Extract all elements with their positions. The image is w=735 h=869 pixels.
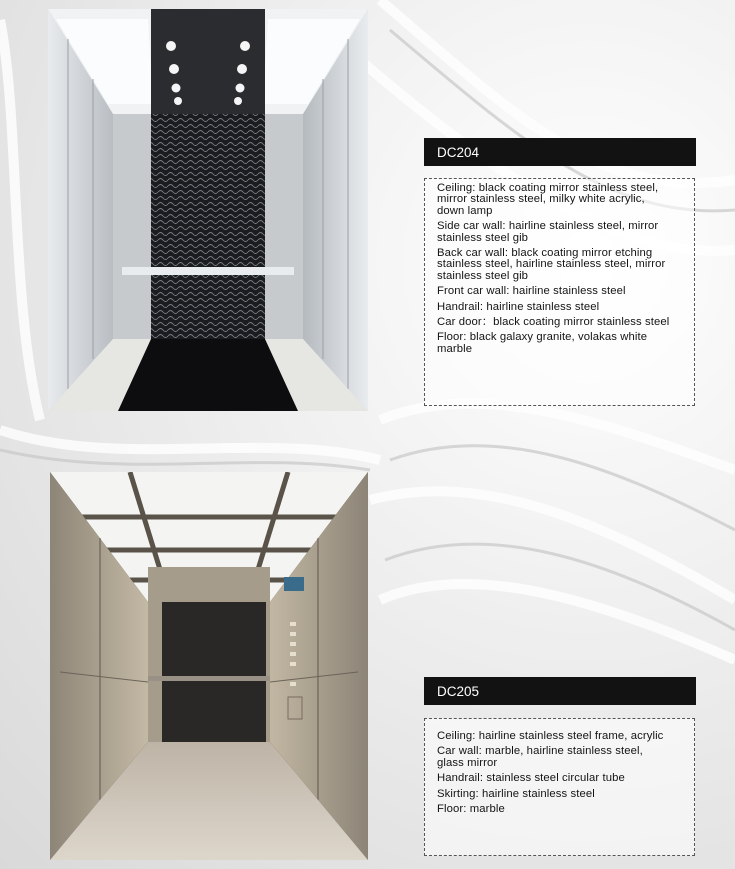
spec-side-wall: Side car wall: hairline stainless steel, mirror stainless steel gib	[437, 220, 659, 244]
spec-list	[424, 178, 695, 406]
spec-ceiling: Ceiling: black coating mirror stainless steel, mirror stainless steel, milky white acrylic, down lamp	[437, 182, 659, 217]
spec-skirting: Skirting: hairline stainless steel	[437, 787, 595, 800]
spec-list	[424, 718, 695, 856]
spec-car-wall: Car wall: marble, hairline stainless steel, glass mirror	[437, 745, 643, 769]
spec-back-wall: Back car wall: black coating mirror etching stainless steel, hairline stainless steel, mirror stainless steel gib	[437, 247, 666, 282]
spec-car-door: Car door：black coating mirror stainless steel	[437, 316, 670, 329]
product-code: DC205	[437, 684, 480, 699]
spec-floor: Floor: marble	[437, 803, 505, 816]
elevator-photo-dc204	[48, 9, 368, 411]
spec-handrail: Handrail: hairline stainless steel	[437, 300, 600, 313]
spec-ceiling: Ceiling: hairline stainless steel frame, acrylic	[437, 730, 664, 742]
spec-front-wall: Front car wall: hairline stainless steel	[437, 285, 626, 298]
product-title-bar	[424, 138, 696, 166]
spec-floor: Floor: black galaxy granite, volakas white marble	[437, 331, 648, 355]
product-title-bar	[424, 677, 696, 705]
product-code: DC204	[437, 145, 480, 160]
elevator-photo-dc205	[50, 472, 368, 860]
spec-handrail: Handrail: stainless steel circular tube	[437, 772, 625, 785]
